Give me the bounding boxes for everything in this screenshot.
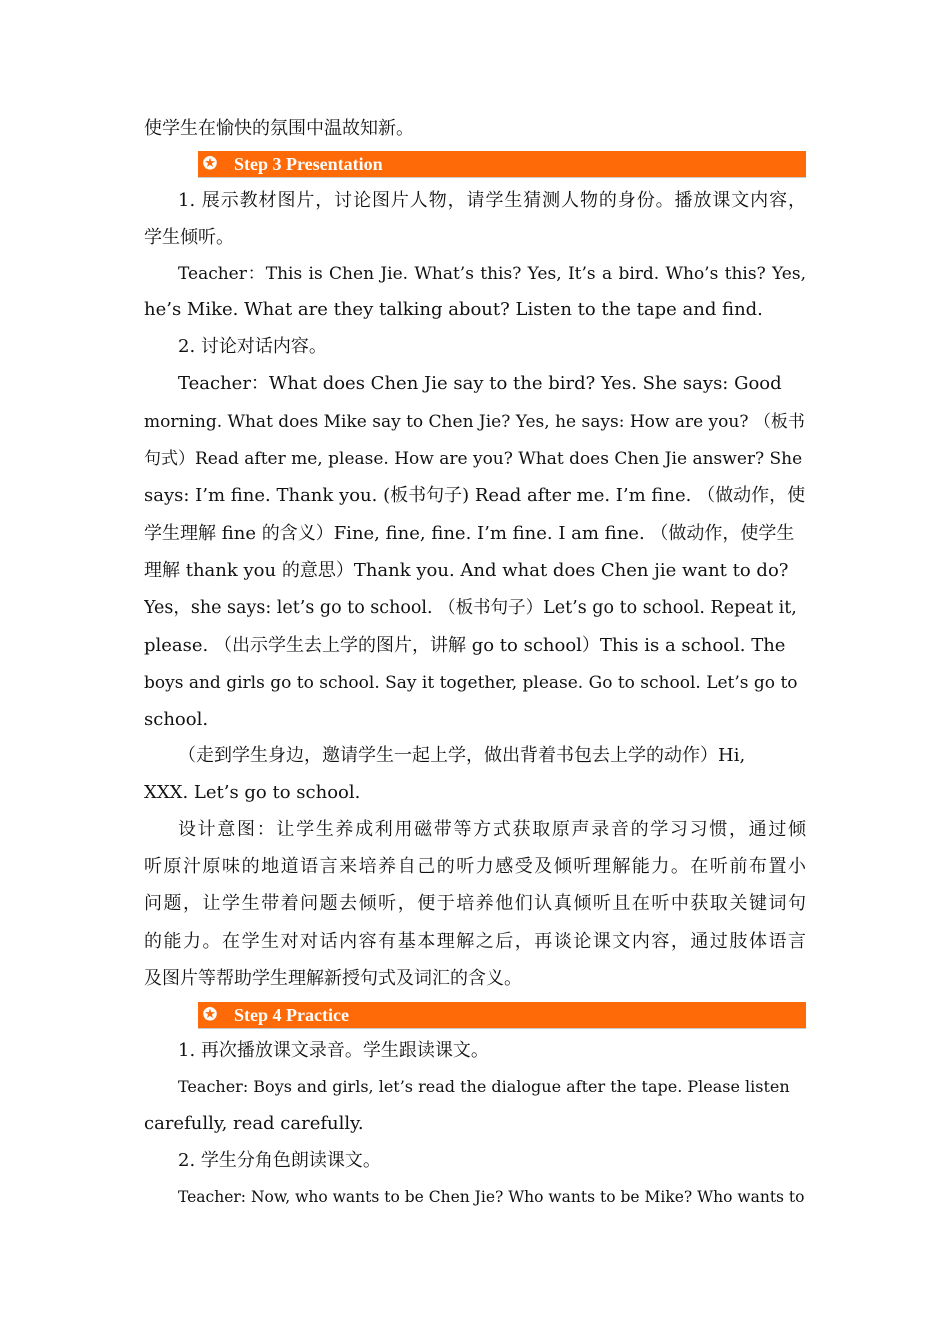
text-line: Yes，she says: let’s go to school. （板书句子）Let’s go to school. Repeat it, xyxy=(144,598,797,618)
text-line: 使学生在愉快的氛围中温故知新。 xyxy=(144,118,414,139)
text-line: Teacher：What does Chen Jie say to the bird? Yes. She says: Good xyxy=(178,373,782,394)
star-circle-icon: ✪ xyxy=(202,1005,218,1024)
text-line: he’s Mike. What are they talking about? Listen to the tape and find. xyxy=(144,299,763,320)
text-line: Teacher: Now, who wants to be Chen Jie? Who wants to be Mike? Who wants to xyxy=(178,1188,805,1206)
text-line: Teacher：This is Chen Jie. What’s this? Yes, It’s a bird. Who’s this? Yes, xyxy=(178,264,806,284)
text-line: Teacher: Boys and girls, let’s read the dialogue after the tape. Please listen xyxy=(178,1077,790,1096)
text-line: 问题，让学生带着问题去倾听，便于培养他们认真倾听且在听中获取关键词句 xyxy=(144,893,806,914)
text-line: 的能力。在学生对对话内容有基本理解之后，再谈论课文内容，通过肢体语言 xyxy=(144,931,806,952)
text-line: 2. 学生分角色朗读课文。 xyxy=(178,1150,381,1171)
step-4-heading-bar xyxy=(198,1002,806,1029)
text-line: school. xyxy=(144,709,209,730)
text-line: XXX. Let’s go to school. xyxy=(144,782,361,803)
text-line: 理解 thank you 的意思）Thank you. And what does Chen jie want to do? xyxy=(144,560,789,581)
text-line: 学生理解 fine 的含义）Fine, fine, fine. I’m fine. I am fine. （做动作，使学生 xyxy=(144,523,795,544)
text-line: 1. 展示教材图片，讨论图片人物，请学生猜测人物的身份。播放课文内容， xyxy=(178,190,806,211)
star-circle-icon: ✪ xyxy=(202,154,218,173)
text-line: please. （出示学生去上学的图片，讲解 go to school）This is a school. The xyxy=(144,635,786,656)
text-line: （走到学生身边，邀请学生一起上学，做出背着书包去上学的动作）Hi, xyxy=(178,745,746,766)
text-line: carefully, read carefully. xyxy=(144,1113,364,1134)
text-line: 听原汁原味的地道语言来培养自己的听力感受及倾听理解能力。在听前布置小 xyxy=(144,856,806,877)
text-line: 设计意图：让学生养成利用磁带等方式获取原声录音的学习习惯，通过倾 xyxy=(178,819,806,840)
step-4-heading-label: Step 4 Practice xyxy=(234,1004,349,1025)
text-line: 句式）Read after me, please. How are you? What does Chen Jie answer? She xyxy=(144,449,803,469)
text-line: morning. What does Mike say to Chen Jie? Yes, he says: How are you? （板书 xyxy=(144,412,805,432)
text-line: 2. 讨论对话内容。 xyxy=(178,336,327,357)
text-line: says: I’m fine. Thank you. (板书句子) Read after me. I’m fine. （做动作，使 xyxy=(144,485,806,506)
step-3-heading-label: Step 3 Presentation xyxy=(234,153,383,174)
text-line: 及图片等帮助学生理解新授句式及词汇的含义。 xyxy=(144,968,522,989)
text-line: 1. 再次播放课文录音。学生跟读课文。 xyxy=(178,1040,489,1061)
text-line: 学生倾听。 xyxy=(144,227,234,248)
step-3-heading-bar xyxy=(198,151,806,178)
text-line: boys and girls go to school. Say it together, please. Go to school. Let’s go to xyxy=(144,673,798,693)
